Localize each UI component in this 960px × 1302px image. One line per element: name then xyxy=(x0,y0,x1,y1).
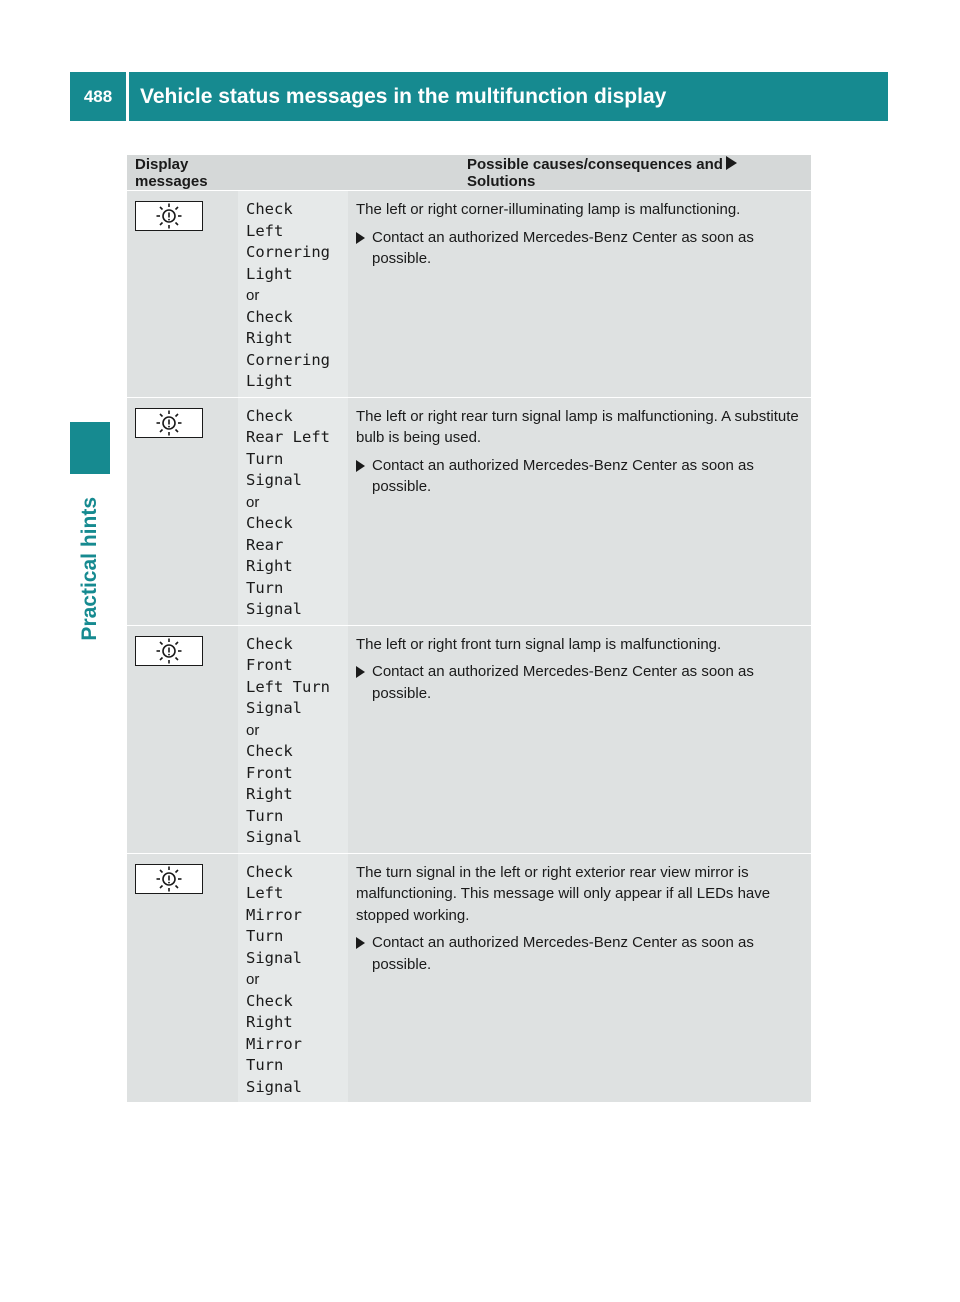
header-solutions-post: Solutions xyxy=(467,172,536,190)
cause-text: The left or right corner-illuminating lamp is malfunctioning. xyxy=(356,201,741,218)
solution-cell xyxy=(348,625,811,853)
display-message-line: Turn xyxy=(246,806,284,825)
display-message-line: Signal xyxy=(246,1077,302,1096)
display-message-line: Check xyxy=(246,634,293,653)
display-message-line: Check xyxy=(246,991,293,1010)
display-message-line: Signal xyxy=(246,828,302,846)
cause-text: The turn signal in the left or right exterior rear view mirror is malfunctioning. This message will only appear if all LEDs have stopped working. xyxy=(356,863,771,924)
display-message-line: Check xyxy=(246,200,293,218)
step-arrow-icon xyxy=(356,666,365,678)
display-message-line: Cornering xyxy=(246,243,330,261)
display-message-line: Turn xyxy=(246,1056,284,1074)
display-message-line: Light xyxy=(246,372,293,390)
display-message-line: Front xyxy=(246,763,293,782)
or-text: or xyxy=(246,721,260,739)
solution-cell xyxy=(348,853,811,1103)
solution-step-text: Contact an authorized Mercedes-Benz Center as soon as possible. xyxy=(372,456,754,495)
display-message-line: Light xyxy=(246,264,293,283)
or-text: or xyxy=(246,287,260,304)
table-row xyxy=(127,625,811,853)
side-chapter-text: Practical hints xyxy=(78,497,101,641)
table-row xyxy=(127,191,811,398)
display-message-line: Left Turn xyxy=(246,677,330,696)
solution-cell xyxy=(348,397,811,625)
header-solutions xyxy=(238,155,811,191)
display-message-line: Right xyxy=(246,1013,293,1031)
or-text: or xyxy=(246,971,260,988)
solution-step xyxy=(356,932,805,975)
display-message-line: Turn xyxy=(246,449,284,468)
display-message-line: Turn xyxy=(246,578,284,597)
display-message-line: Check xyxy=(246,742,293,760)
or-text: or xyxy=(246,493,260,511)
display-message-line: Mirror xyxy=(246,1034,302,1053)
step-arrow-icon xyxy=(356,460,365,472)
table-header-row xyxy=(127,155,811,191)
display-message-line: Rear xyxy=(246,535,284,554)
display-message-line: Check xyxy=(246,307,293,326)
arrow-icon xyxy=(726,156,737,170)
display-message-line: Front xyxy=(246,656,293,674)
display-message-cell xyxy=(238,625,348,853)
solution-step xyxy=(356,227,805,270)
display-message-line: Cornering xyxy=(246,350,330,369)
table-row xyxy=(127,853,811,1103)
bulb-warning-icon xyxy=(135,864,203,894)
display-message-line: Rear Left xyxy=(246,428,330,446)
bulb-warning-icon xyxy=(135,636,203,666)
display-message-line: Right xyxy=(246,785,293,803)
section-header xyxy=(129,72,888,121)
display-message-line: Signal xyxy=(246,600,302,618)
solution-step-text: Contact an authorized Mercedes-Benz Center as soon as possible. xyxy=(372,228,754,267)
table-row xyxy=(127,397,811,625)
side-tab-marker xyxy=(70,422,110,474)
header-solutions-pre: Possible causes/consequences and xyxy=(467,155,723,173)
section-title: Vehicle status messages in the multifunction display xyxy=(140,84,667,108)
bulb-warning-icon xyxy=(135,201,203,231)
messages-table xyxy=(127,155,811,1103)
display-message-line: Left xyxy=(246,221,284,240)
solution-cell xyxy=(348,191,811,398)
display-message-line: Right xyxy=(246,329,293,347)
display-message-line: Turn xyxy=(246,927,284,945)
display-message-line: Left xyxy=(246,884,284,902)
bulb-warning-icon xyxy=(135,408,203,438)
header-display-messages: Display messages xyxy=(127,155,238,191)
icon-cell xyxy=(127,397,238,625)
display-message-cell xyxy=(238,397,348,625)
display-message-line: Check xyxy=(246,862,293,881)
cause-text: The left or right front turn signal lamp is malfunctioning. xyxy=(356,635,722,653)
display-message-line: Check xyxy=(246,406,293,425)
step-arrow-icon xyxy=(356,937,365,949)
solution-step-text: Contact an authorized Mercedes-Benz Center as soon as possible. xyxy=(372,663,754,702)
display-message-line: Signal xyxy=(246,471,302,489)
solution-step xyxy=(356,455,805,498)
display-message-line: Mirror xyxy=(246,905,302,924)
icon-cell xyxy=(127,191,238,398)
display-message-line: Check xyxy=(246,514,293,532)
display-message-cell xyxy=(238,853,348,1103)
step-arrow-icon xyxy=(356,232,365,244)
icon-cell xyxy=(127,625,238,853)
display-message-line: Signal xyxy=(246,699,302,717)
display-message-line: Right xyxy=(246,557,293,575)
page-number: 488 xyxy=(70,72,126,121)
solution-step xyxy=(356,661,805,704)
icon-cell xyxy=(127,853,238,1103)
cause-text: The left or right rear turn signal lamp is malfunctioning. A substitute bulb is being used. xyxy=(356,407,799,446)
solution-step-text: Contact an authorized Mercedes-Benz Center as soon as possible. xyxy=(372,934,754,973)
display-message-cell xyxy=(238,191,348,398)
display-message-line: Signal xyxy=(246,948,302,967)
